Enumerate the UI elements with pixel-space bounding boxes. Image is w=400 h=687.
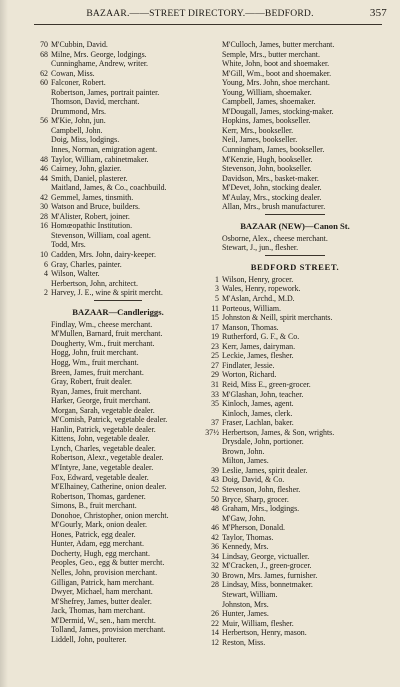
entry-text: Doig, David, & Co. [222,475,285,485]
entry-text: Harvey, J. E., wine & spirit mercht. [51,288,163,298]
house-number: 10 [40,250,48,260]
house-number: 56 [40,116,48,126]
directory-entry: Osborne, Alex., cheese merchant. [222,233,328,243]
directory-entry [205,504,385,514]
house-number: 43 [211,475,219,485]
directory-entry [205,590,385,600]
entry-text: Fraser, Lachlan, baker. [222,418,294,428]
house-number: 62 [40,68,48,78]
directory-entry: Campbell, James, shoemaker. [222,97,316,107]
entry-text: Homœopathic Institution. [51,221,133,231]
house-number: 30 [211,570,219,580]
directory-entry [205,428,385,438]
house-number: 33 [211,389,219,399]
house-number: 4 [44,269,48,279]
house-number: 17 [211,322,219,332]
directory-entry: M'Comish, Patrick, vegetable dealer. [51,415,168,425]
directory-entry [34,260,202,270]
directory-entry [205,456,385,466]
entry-text: M'Pherson, Donald. [222,523,286,533]
directory-entry [205,523,385,533]
entry-text: Brown, John. [222,446,265,456]
directory-entry [205,332,385,342]
directory-entry [205,370,385,380]
house-number: 28 [40,211,48,221]
house-number: 26 [211,609,219,619]
directory-entry: Stevenson, John, bookseller. [222,164,312,174]
house-number: 32 [211,561,219,571]
house-number: 14 [211,628,219,638]
entry-text: Herbertson, John, architect. [51,278,138,288]
section-heading-candleriggs: BAZAAR—Candleriggs. [72,306,164,317]
directory-entry [205,485,385,495]
directory-entry: Gray, Robert, fruit dealer. [51,377,132,387]
directory-entry: Tolland, James, provision merchant. [51,625,166,635]
directory-entry [205,313,385,323]
directory-entry [205,495,385,505]
entry-text: Kerr, James, dairyman. [222,341,296,351]
entry-text: Gemmel, James, tinsmith. [51,192,134,202]
directory-entry: Hogg, Wm., fruit merchant. [51,357,139,367]
directory-entry: Hones, Patrick, egg dealer. [51,529,136,539]
directory-entry: M'Gourly, Mark, onion dealer. [51,520,148,530]
directory-entry [34,212,202,222]
directory-entry [205,284,385,294]
house-number: 52 [211,484,219,494]
house-number: 23 [211,341,219,351]
directory-entry [34,69,202,79]
house-number: 48 [40,154,48,164]
entry-text: Leslie, James, spirit dealer. [222,465,308,475]
directory-entry: Robertson, Thomas, gardener. [51,491,146,501]
directory-entry: Simons, B., fruit merchant. [51,501,137,511]
entry-text: Gray, Charles, painter. [51,259,122,269]
directory-entry [205,475,385,485]
directory-entry [205,351,385,361]
directory-entry: M'Devet, John, stocking dealer. [222,183,322,193]
house-number: 15 [211,313,219,323]
house-number: 70 [40,40,48,49]
entry-text: Drysdale, John, portioner. [222,437,304,447]
directory-entry: Hunter, Adam, egg merchant. [51,539,145,549]
directory-entry [205,342,385,352]
directory-entry: Docherty, Hugh, egg merchant. [51,548,150,558]
entry-text: Stewart, William. [222,589,278,599]
entry-text: Stevenson, William, coal agent. [51,230,151,240]
directory-entry [205,552,385,562]
directory-entry [205,609,385,619]
house-number: 34 [211,551,219,561]
house-number: 46 [211,523,219,533]
house-number: 42 [40,192,48,202]
directory-entry: Lynch, Charles, vegetable dealer. [51,443,156,453]
directory-entry [205,571,385,581]
entry-text: Johnston & Neill, spirit merchants. [222,313,333,323]
directory-entry [205,399,385,409]
running-title: BAZAAR.——STREET DIRECTORY.——BEDFORD. [86,8,314,19]
house-number: 16 [40,221,48,231]
directory-entry: M'Culloch, James, butter merchant. [222,40,335,49]
section-rule [34,298,202,304]
house-number: 37 [211,418,219,428]
entry-text: Reid, Miss E., green-grocer. [222,379,311,389]
entry-text: Campbell, John. [51,125,103,135]
entry-text: Taylor, William, cabinetmaker. [51,154,149,164]
entry-text: Doig, Miss, lodgings. [51,135,120,145]
directory-entry [34,202,202,212]
directory-entry: Hanlin, Patrick, vegetable dealer. [51,424,156,434]
house-number: 48 [211,504,219,514]
section-rule [205,253,385,259]
entry-text: Todd, Mrs. [51,240,86,250]
entry-text: Rutherford, G. F., & Co. [222,332,300,342]
entry-text: M'Aslan, Archd., M.D. [222,294,295,304]
directory-entry: Davidson, Mrs., basket-maker. [222,173,319,183]
directory-entry: Hogg, John, fruit merchant. [51,348,139,358]
entry-text: M'Gaw, John. [222,513,266,523]
directory-entry: Cunningham, James, bookseller. [222,145,325,155]
directory-entry: Fox, Edward, vegetable dealer. [51,472,149,482]
directory-entry [34,59,202,69]
directory-entry: M'Dermid, W., sen., ham mercht. [51,615,156,625]
directory-entry: Gilligan, Patrick, ham merchant. [51,577,154,587]
directory-entry [205,323,385,333]
directory-entry: Young, Mrs. John, shoe merchant. [222,78,330,88]
house-number: 27 [211,360,219,370]
house-number: 39 [211,465,219,475]
header-rule [34,24,382,25]
house-number: 30 [40,202,48,212]
entry-text: M'Kie, John, jun. [51,116,106,126]
entry-text: Kinloch, James, clerk. [222,408,293,418]
directory-entry: Kerr, Mrs., bookseller. [222,125,294,135]
house-number: 25 [211,351,219,361]
directory-entry [205,466,385,476]
house-number: 44 [40,173,48,183]
house-number: 31 [211,379,219,389]
directory-entry: Young, William, shoemaker. [222,87,312,97]
directory-entry [34,221,202,231]
directory-entry [34,231,202,241]
house-number: 29 [211,370,219,380]
entry-text: Innes, Norman, emigration agent. [51,145,158,155]
entry-text: Hunter, James. [222,609,269,619]
directory-entry [34,240,202,250]
directory-entry [205,294,385,304]
directory-entry [205,380,385,390]
entry-text: Taylor, Thomas. [222,532,274,542]
entry-text: Kinloch, James, agent. [222,399,294,409]
directory-entry [34,174,202,184]
directory-entry [34,88,202,98]
house-number: 12 [211,637,219,647]
section-heading-canon-st: BAZAAR (NEW)—Canon St. [240,220,350,231]
directory-entry: Ryan, James, fruit merchant. [51,386,142,396]
directory-entry [205,619,385,629]
directory-entry [205,418,385,428]
entry-text: Reston, Miss. [222,637,266,647]
directory-entry: M'Elhainey, Catherine, onion dealer. [51,482,167,492]
directory-entry: Semple, Mrs., butter merchant. [222,49,320,59]
house-number: 37½ [205,427,219,437]
running-header [0,8,400,22]
directory-entry [205,638,385,648]
entry-text: Maitland, James, & Co., coachbuild. [51,183,167,193]
house-number: 50 [211,494,219,504]
entry-text: Leckie, James, flesher. [222,351,294,361]
directory-entry [205,533,385,543]
directory-entry: Allan, Mrs., brush manufacturer. [222,202,326,212]
directory-entry: Robertson, Alexr., vegetable dealer. [51,453,164,463]
entry-text: Robertson, James, portrait painter. [51,87,160,97]
entry-text: Wales, Henry, ropework. [222,284,301,294]
directory-entry: M'Aulay, Mrs., stocking dealer. [222,192,322,202]
directory-entry [34,183,202,193]
entry-text: Stevenson, John, flesher. [222,484,301,494]
entry-text: Herbertson, James, & Son, wrights. [222,427,335,437]
directory-entry: Dougherty, Wm., fruit merchant. [51,338,155,348]
entry-text: Muir, William, flesher. [222,618,294,628]
directory-entry [34,269,202,279]
directory-entry [205,437,385,447]
directory-entry: Donohoe, Christopher, onion mercht. [51,510,169,520]
house-number: 60 [40,78,48,88]
house-number: 68 [40,49,48,59]
directory-entry: Jack, Thomas, ham merchant. [51,606,146,616]
directory-entry [205,361,385,371]
directory-entry: Stewart, J., jun., flesher. [222,243,299,253]
directory-entry: White, John, boot and shoemaker. [222,59,330,69]
directory-entry: Peoples, Geo., egg & butter mercht. [51,558,165,568]
entry-text: Cairney, John, glazier. [51,164,122,174]
house-number: 36 [211,542,219,552]
directory-entry [34,279,202,289]
directory-entry: M'Dougall, James, stocking-maker. [222,106,334,116]
directory-entry [205,542,385,552]
entry-text: Smith, Daniel, plasterer. [51,173,128,183]
entry-text: Herbertson, Henry, mason. [222,628,307,638]
directory-entry: Dwyer, Michael, ham merchant. [51,587,153,597]
house-number: 2 [44,288,48,298]
house-number: 28 [211,580,219,590]
entry-text: M'Glashan, John, teacher. [222,389,304,399]
entry-text: Brown, Mrs. James, furnisher. [222,570,318,580]
directory-entry [205,600,385,610]
directory-entry [205,275,385,285]
directory-entry: Neil, James, bookseller. [222,135,298,145]
directory-entry [34,164,202,174]
directory-entry [34,193,202,203]
directory-entry: M'Mullen, Barnard, fruit merchant. [51,329,163,339]
left-column [34,40,202,644]
page-number: 357 [369,7,387,19]
entry-text: Manson, Thomas. [222,322,279,332]
directory-entry: M'Intyre, Jane, vegetable dealer. [51,462,154,472]
directory-entry: Kittens, John, vegetable dealer. [51,434,150,444]
entry-text: Milne, Mrs. George, lodgings. [51,49,147,59]
entry-text: M'Alister, Robert, joiner. [51,211,130,221]
directory-entry [205,514,385,524]
house-number: 1 [215,274,219,284]
directory-entry [205,580,385,590]
directory-entry [34,116,202,126]
entry-text: Wilson, Walter. [51,269,100,279]
directory-entry [205,409,385,419]
directory-entry: Breen, James, fruit merchant. [51,367,144,377]
house-number: 22 [211,618,219,628]
entry-text: Cowan, Miss. [51,68,95,78]
entry-text: Graham, Mrs., lodgings. [222,504,300,514]
directory-entry [34,50,202,60]
directory-entry: Hopkins, James, bookseller. [222,116,311,126]
house-number: 6 [44,259,48,269]
directory-entry: Morgan, Sarah, vegetable dealer. [51,405,155,415]
directory-entry: Findlay, Wm., cheese merchant. [51,319,153,329]
directory-entry: Nelles, John, provision merchant. [51,567,158,577]
entry-text: Watson and Bruce, builders. [51,202,140,212]
directory-entry [34,145,202,155]
entry-text: Wilson, Henry, grocer. [222,274,294,284]
directory-entry [34,155,202,165]
entry-text: Findlater, Jessie. [222,360,275,370]
house-number: 3 [215,284,219,294]
directory-entry [205,561,385,571]
directory-entry [205,390,385,400]
entry-text: Johnston, Mrs. [222,599,269,609]
directory-entry [34,250,202,260]
directory-entry [205,304,385,314]
house-number: 11 [211,303,219,313]
page-binding-shadow [0,0,8,687]
directory-entry [34,126,202,136]
directory-entry [34,288,202,298]
directory-entry [34,135,202,145]
directory-entry: Harker, George, fruit merchant. [51,396,151,406]
entry-text: Bryce, Sharp, grocer. [222,494,289,504]
section-rule [205,212,385,218]
entry-text: Lindsay, Miss, bonnetmaker. [222,580,313,590]
directory-entry: M'Kenzie, Hugh, bookseller. [222,154,313,164]
entry-text: Kennedy, Mrs. [222,542,269,552]
directory-entry [205,628,385,638]
house-number: 5 [215,294,219,304]
house-number: 42 [211,532,219,542]
entry-text: Worton, Richard. [222,370,277,380]
directory-entry [34,78,202,88]
section-heading-bedford-street: BEDFORD STREET. [250,261,340,272]
house-number: 46 [40,164,48,174]
entry-text: Drummond, Mrs. [51,106,107,116]
entry-text: Lindsay, George, victualler. [222,551,310,561]
entry-text: M'Cracken, J., green-grocer. [222,561,312,571]
directory-entry: Liddell, John, poulterer. [51,634,127,644]
entry-text: Thomson, David, merchant. [51,97,140,107]
right-column [205,40,385,647]
entry-text: Falconer, Robert. [51,78,106,88]
directory-entry [34,97,202,107]
directory-entry: M'Shefrey, James, butter dealer. [51,596,152,606]
directory-entry [34,107,202,117]
entry-text: Porteous, William. [222,303,281,313]
directory-entry [205,447,385,457]
entry-text: M'Cubbin, David. [51,40,108,49]
entry-text: Cadden, Mrs. John, dairy-keeper. [51,250,156,260]
entry-text: Milton, James. [222,456,269,466]
entry-text: Cunninghame, Andrew, writer. [51,59,149,69]
directory-entry [34,40,202,50]
directory-entry: M'Gill, Wm., boot and shoemaker. [222,68,332,78]
house-number: 19 [211,332,219,342]
house-number: 35 [211,399,219,409]
